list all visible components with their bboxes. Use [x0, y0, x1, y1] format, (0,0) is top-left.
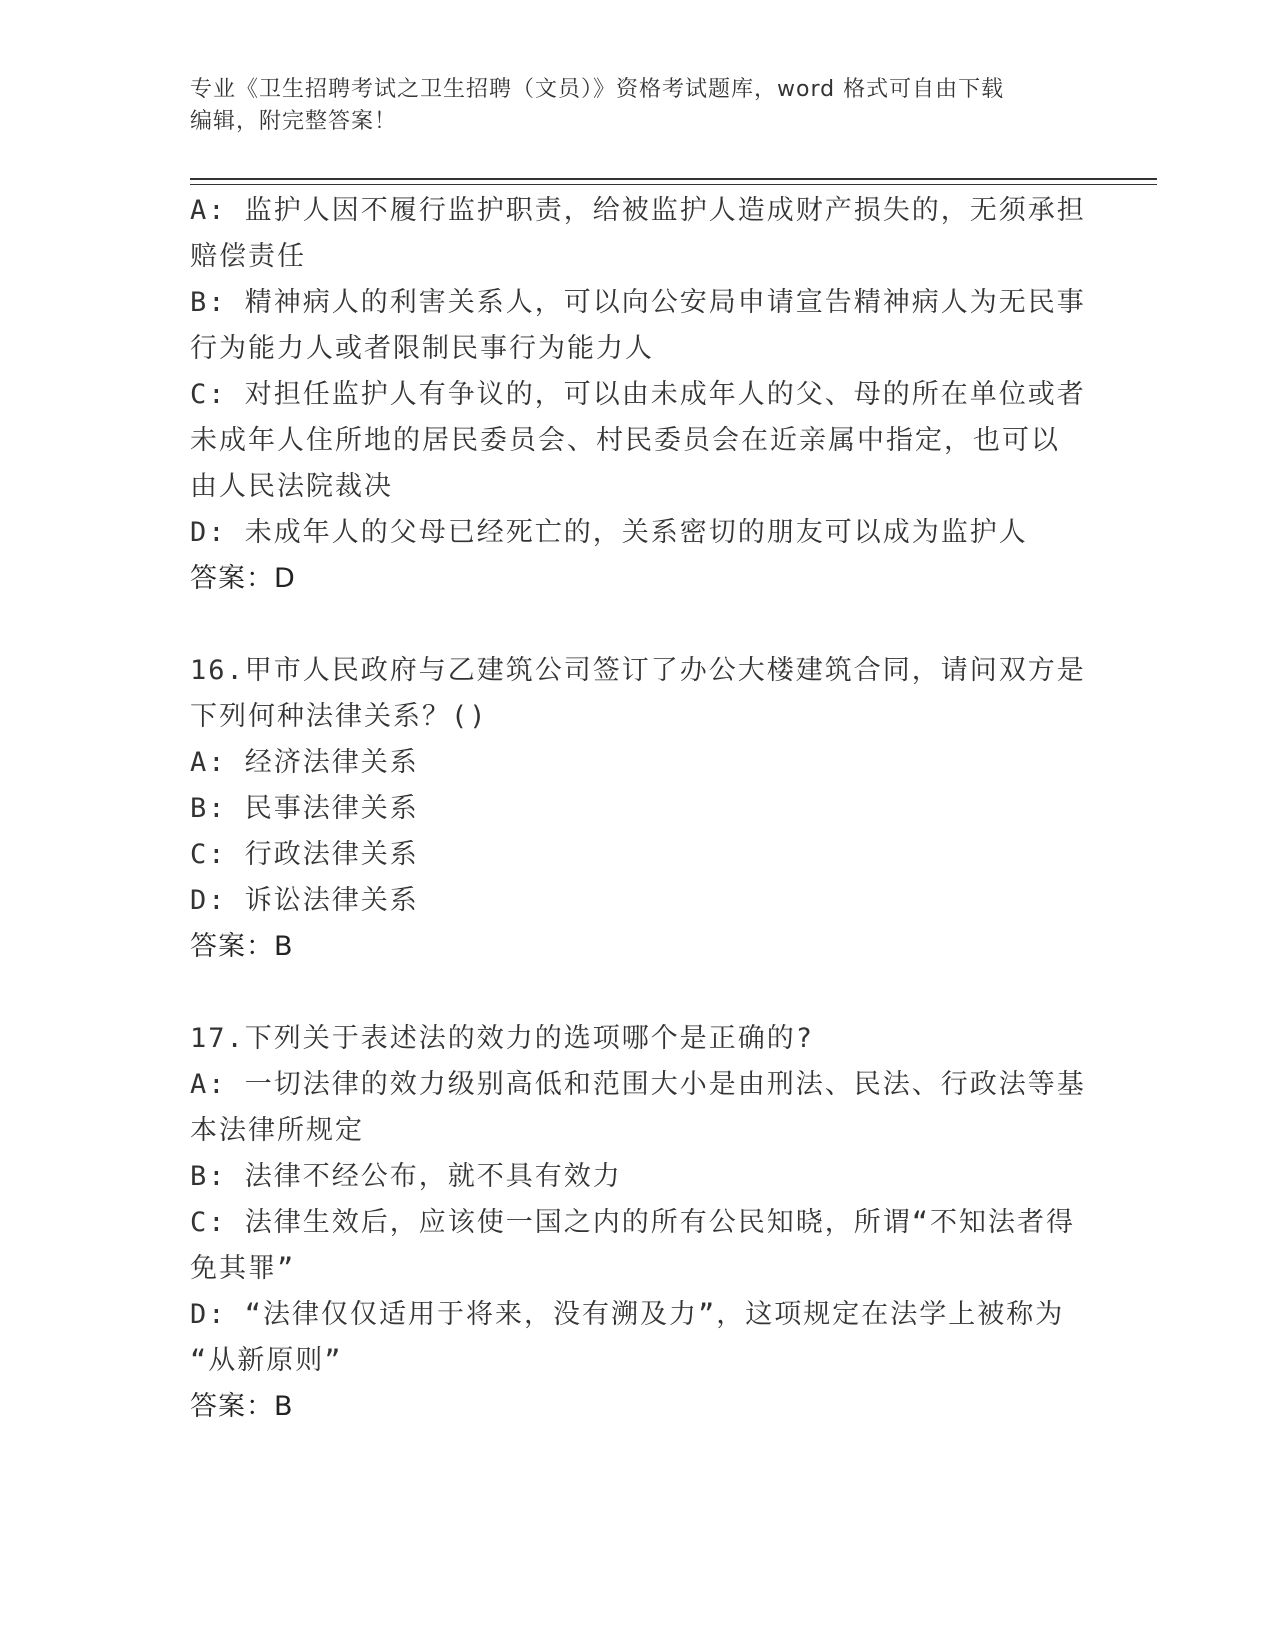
- question-spacer: [190, 602, 1090, 648]
- option-c: C: 行政法律关系: [190, 839, 419, 870]
- question-stem-line-2: 下列何种法律关系？(): [190, 701, 488, 732]
- option-a-line-1: A: 一切法律的效力级别高低和范围大小是由刑法、民法、行政法等基: [190, 1069, 1086, 1100]
- option-a-line-1: A: 监护人因不履行监护职责，给被监护人造成财产损失的，无须承担: [190, 195, 1086, 226]
- option-b: B: 民事法律关系: [190, 793, 419, 824]
- option-c-line-3: 由人民法院裁决: [190, 471, 393, 502]
- option-a-line-2: 本法律所规定: [190, 1115, 364, 1146]
- header-line-2: 编辑，附完整答案！: [190, 109, 398, 134]
- question-spacer: [190, 970, 1090, 1016]
- option-c-line-1: C: 对担任监护人有争议的，可以由未成年人的父、母的所在单位或者: [190, 379, 1086, 410]
- question-16: [190, 648, 1090, 970]
- option-b-line-2: 行为能力人或者限制民事行为能力人: [190, 333, 654, 364]
- document-header: [190, 74, 1090, 138]
- header-divider-thin: [190, 184, 1157, 185]
- option-b-line-1: B: 精神病人的利害关系人，可以向公安局申请宣告精神病人为无民事: [190, 287, 1086, 318]
- question-stem-line-1: 17.下列关于表述法的效力的选项哪个是正确的?: [190, 1023, 815, 1054]
- option-c-line-1: C: 法律生效后，应该使一国之内的所有公民知晓，所谓“不知法者得: [190, 1207, 1076, 1238]
- answer-line: 答案：B: [190, 931, 294, 962]
- option-c-line-2: 未成年人住所地的居民委员会、村民委员会在近亲属中指定，也可以: [190, 425, 1060, 456]
- answer-line: 答案：D: [190, 563, 296, 594]
- option-a: A: 经济法律关系: [190, 747, 419, 778]
- option-d-line-2: “从新原则”: [190, 1345, 343, 1376]
- question-17: [190, 1016, 1090, 1430]
- option-d-line-1: D: 未成年人的父母已经死亡的，关系密切的朋友可以成为监护人: [190, 517, 1028, 548]
- header-line-1: 专业《卫生招聘考试之卫生招聘（文员）》资格考试题库，word 格式可自由下载: [190, 77, 1005, 102]
- option-d: D: 诉讼法律关系: [190, 885, 419, 916]
- option-a-line-2: 赔偿责任: [190, 241, 306, 272]
- option-d-line-1: D: “法律仅仅适用于将来，没有溯及力”，这项规定在法学上被称为: [190, 1299, 1065, 1330]
- question-list: [190, 188, 1090, 1430]
- question-15: [190, 188, 1090, 602]
- question-stem-line-1: 16.甲市人民政府与乙建筑公司签订了办公大楼建筑合同，请问双方是: [190, 655, 1086, 686]
- option-c-line-2: 免其罪”: [190, 1253, 296, 1284]
- answer-line: 答案：B: [190, 1391, 294, 1422]
- option-b-line-1: B: 法律不经公布，就不具有效力: [190, 1161, 622, 1192]
- header-divider-thick: [190, 178, 1157, 180]
